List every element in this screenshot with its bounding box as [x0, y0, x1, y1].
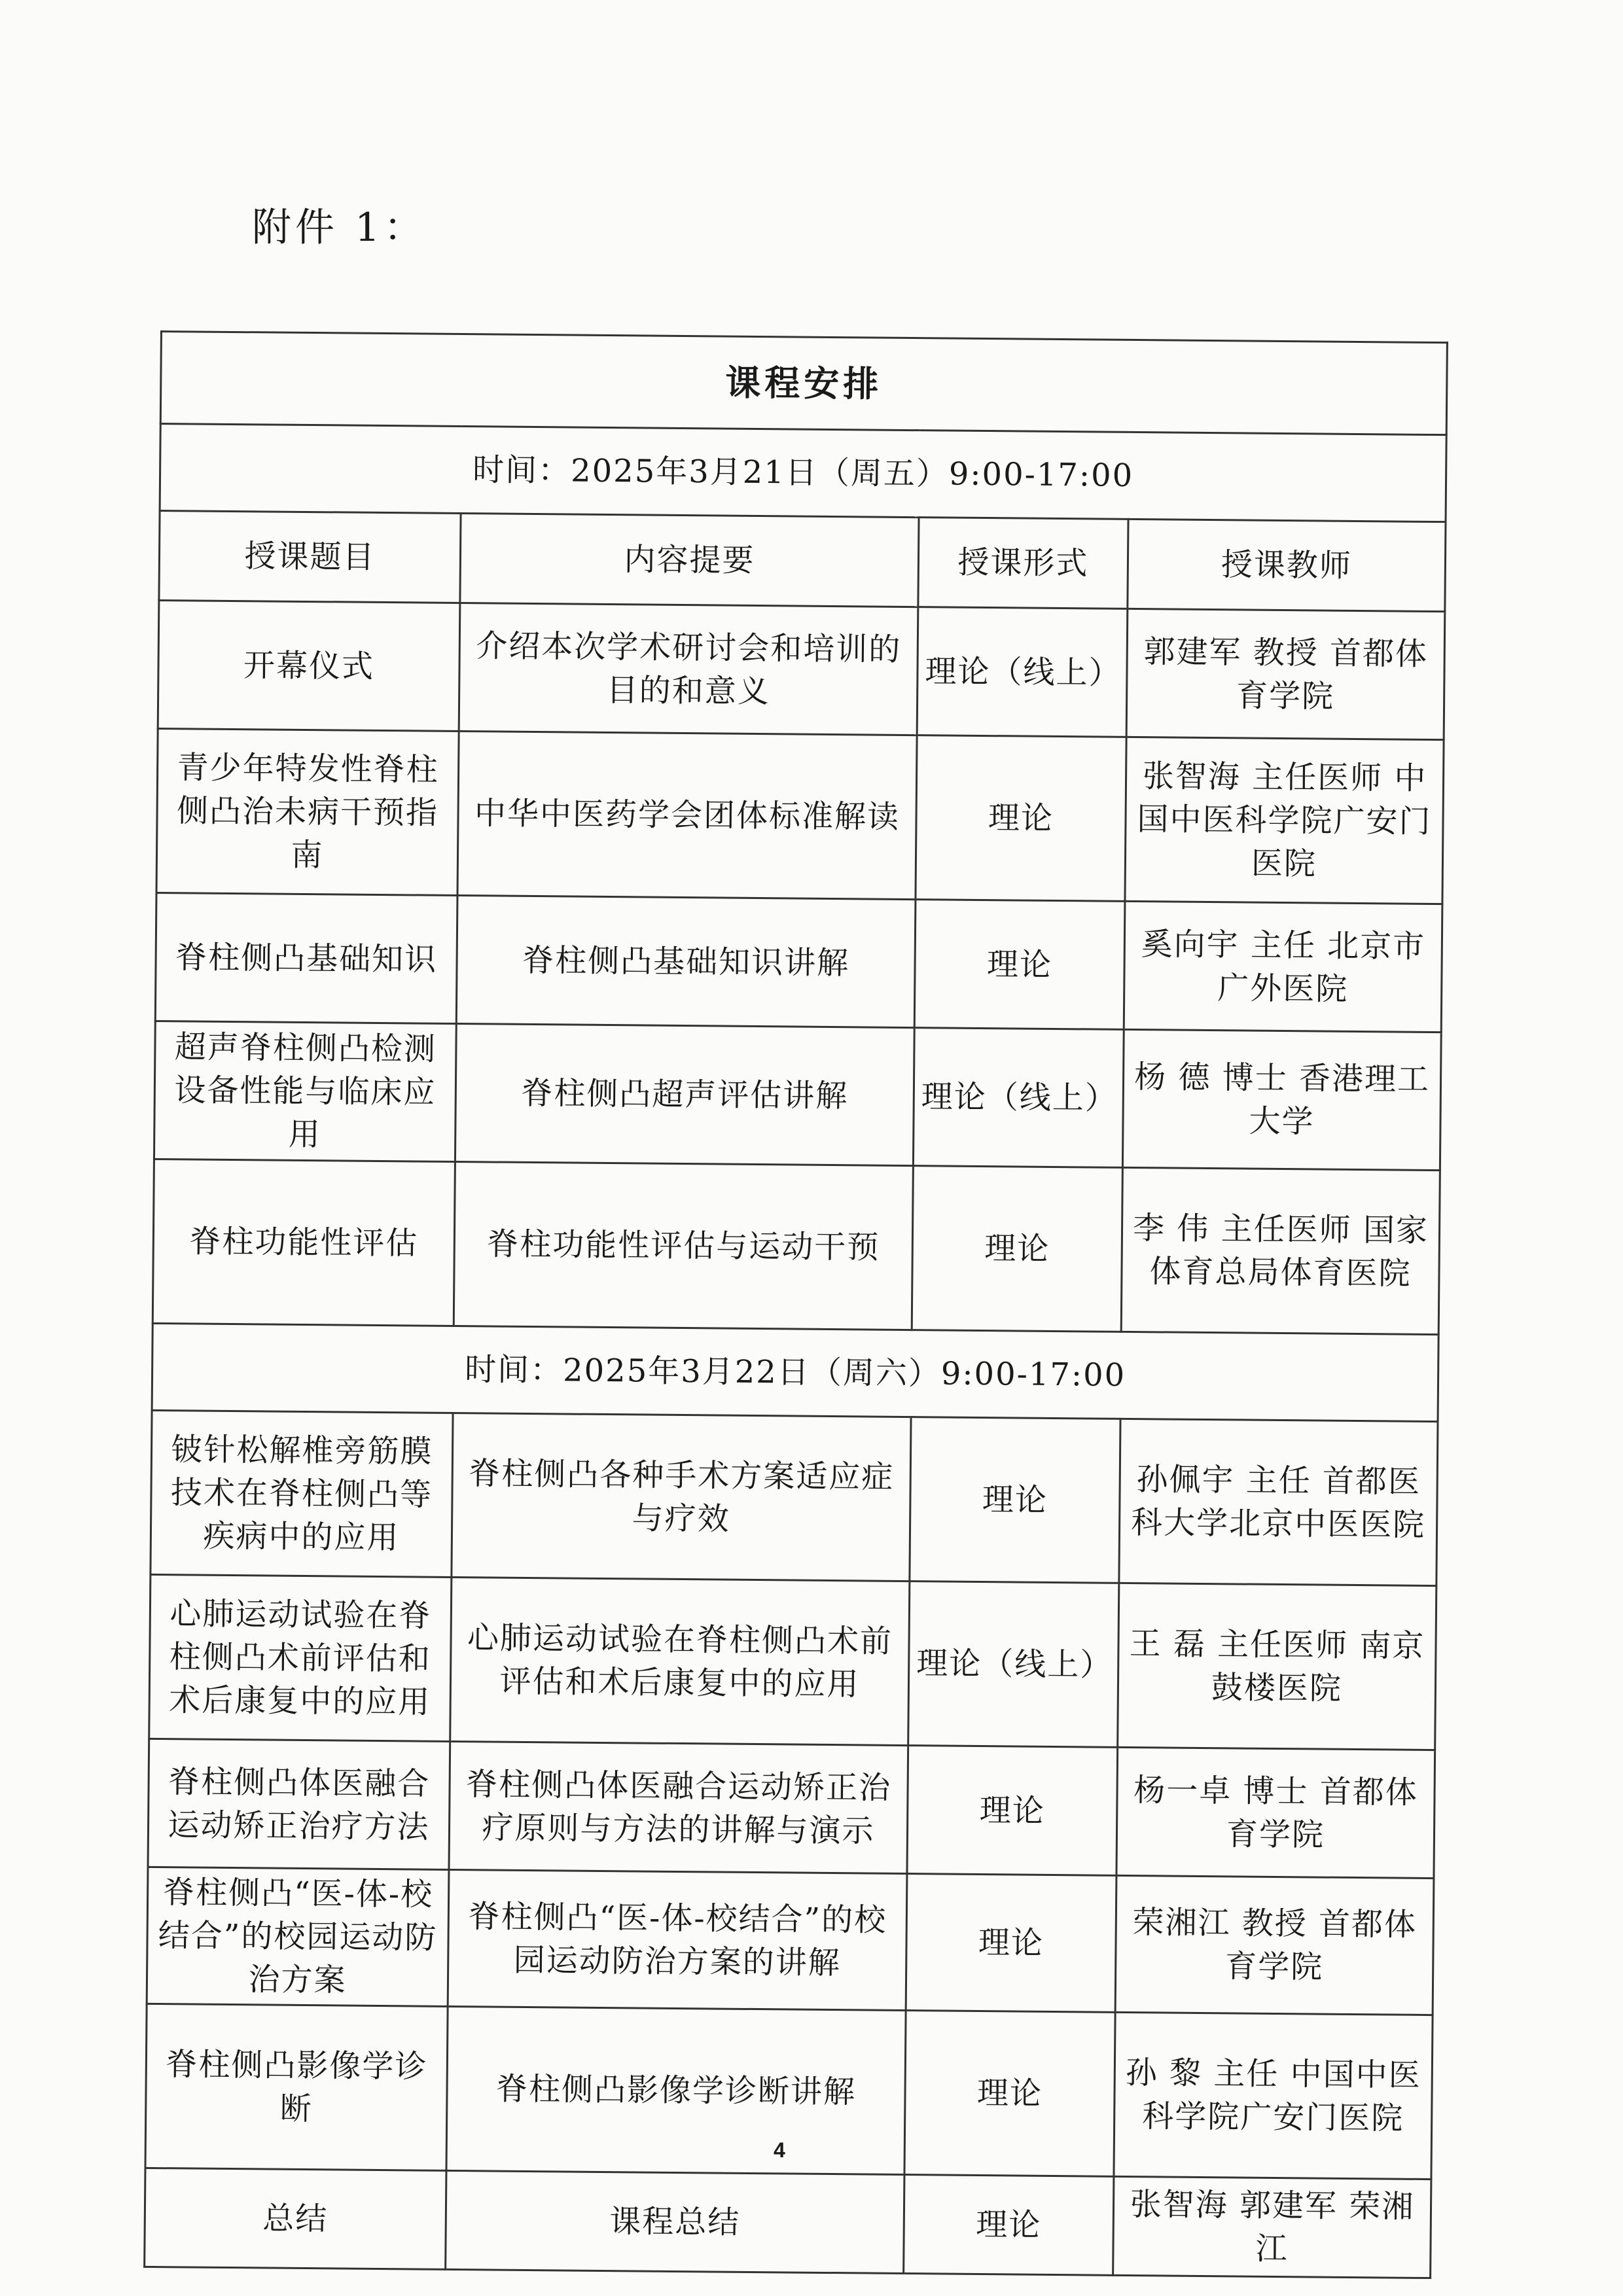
- table-row: [158, 600, 1445, 739]
- form-cell: 理论: [914, 900, 1125, 1030]
- teacher-cell: 孙佩宇 主任 首都医科大学北京中医医院: [1119, 1419, 1438, 1585]
- content-cell: 中华中医药学会团体标准解读: [457, 732, 917, 900]
- table-row: [155, 892, 1442, 1032]
- teacher-cell: 张智海 郭建军 荣湘江: [1113, 2176, 1431, 2278]
- teacher-cell: 王 磊 主任医师 南京鼓楼医院: [1118, 1583, 1436, 1750]
- form-cell: 理论: [906, 1874, 1116, 2013]
- topic-cell: 心肺运动试验在脊柱侧凸术前评估和术后康复中的应用: [149, 1574, 452, 1741]
- content-cell: 心肺运动试验在脊柱侧凸术前评估和术后康复中的应用: [450, 1577, 910, 1745]
- content-cell: 脊柱侧凸影像学诊断讲解: [446, 2006, 906, 2174]
- page-number: 4: [774, 2138, 785, 2162]
- table-title: 课程安排: [160, 332, 1447, 435]
- table-row: [145, 2168, 1431, 2278]
- topic-cell: 脊柱功能性评估: [152, 1159, 455, 1326]
- teacher-cell: 郭建军 教授 首都体育学院: [1126, 609, 1445, 739]
- topic-cell: 脊柱侧凸体医融合运动矫正治疗方法: [148, 1739, 450, 1869]
- day1-time: 时间：2025年3月21日（周五）9:00-17:00: [160, 424, 1446, 522]
- topic-cell: 脊柱侧凸影像学诊断: [145, 2004, 448, 2170]
- form-cell: 理论（线上）: [917, 607, 1128, 737]
- header-form: 授课形式: [918, 518, 1128, 609]
- teacher-cell: 荣湘江 教授 首都体育学院: [1115, 1875, 1434, 2015]
- teacher-cell: 李 伟 主任医师 国家体育总局体育医院: [1121, 1167, 1440, 1334]
- table-row: [154, 1021, 1441, 1170]
- form-cell: 理论: [904, 2175, 1114, 2276]
- table-row: [156, 728, 1444, 904]
- content-cell: 脊柱侧凸“医-体-校结合”的校园运动防治方案的讲解: [448, 1869, 907, 2010]
- form-cell: 理论（线上）: [908, 1581, 1119, 1748]
- form-cell: 理论（线上）: [913, 1028, 1124, 1168]
- table-row: [152, 1159, 1440, 1334]
- topic-cell: 脊柱侧凸基础知识: [155, 892, 457, 1023]
- header-row: [159, 511, 1446, 612]
- content-cell: 脊柱侧凸基础知识讲解: [456, 895, 916, 1027]
- teacher-cell: 奚向宇 主任 北京市广外医院: [1124, 901, 1442, 1032]
- table-row: [147, 1867, 1434, 2015]
- topic-cell: 总结: [145, 2168, 446, 2269]
- content-cell: 脊柱侧凸各种手术方案适应症与疗效: [452, 1413, 911, 1581]
- form-cell: 理论: [904, 2011, 1115, 2177]
- content-cell: 脊柱功能性评估与运动干预: [454, 1161, 913, 1330]
- teacher-cell: 杨一卓 博士 首都体育学院: [1116, 1747, 1435, 1878]
- topic-cell: 铍针松解椎旁筋膜技术在脊柱侧凸等疾病中的应用: [151, 1410, 453, 1577]
- header-topic: 授课题目: [159, 511, 461, 603]
- teacher-cell: 杨 德 博士 香港理工大学: [1122, 1029, 1441, 1170]
- table-row: [149, 1574, 1436, 1750]
- content-cell: 介绍本次学术研讨会和培训的目的和意义: [459, 603, 918, 735]
- topic-cell: 青少年特发性脊柱侧凸治未病干预指南: [156, 728, 459, 895]
- attachment-label: 附件 1：: [252, 205, 427, 251]
- content-cell: 脊柱侧凸超声评估讲解: [455, 1023, 914, 1165]
- header-content: 内容提要: [460, 514, 919, 607]
- table-row: [148, 1739, 1435, 1878]
- content-cell: 脊柱侧凸体医融合运动矫正治疗原则与方法的讲解与演示: [449, 1741, 908, 1873]
- topic-cell: 超声脊柱侧凸检测设备性能与临床应用: [154, 1021, 456, 1161]
- form-cell: 理论: [916, 735, 1126, 902]
- form-cell: 理论: [910, 1417, 1120, 1583]
- topic-cell: 脊柱侧凸“医-体-校结合”的校园运动防治方案: [147, 1867, 449, 2006]
- teacher-cell: 张智海 主任医师 中国中医科学院广安门医院: [1125, 737, 1444, 904]
- header-teacher: 授课教师: [1128, 519, 1446, 611]
- topic-cell: 开幕仪式: [158, 600, 460, 731]
- teacher-cell: 孙 黎 主任 中国中医科学院广安门医院: [1114, 2012, 1433, 2179]
- form-cell: 理论: [907, 1746, 1118, 1876]
- course-schedule-table: [143, 330, 1448, 2279]
- table-row: [145, 2004, 1433, 2179]
- day2-time: 时间：2025年3月22日（周六）9:00-17:00: [152, 1323, 1438, 1421]
- content-cell: 课程总结: [446, 2170, 904, 2273]
- table-row: [151, 1410, 1438, 1585]
- form-cell: 理论: [912, 1166, 1122, 1332]
